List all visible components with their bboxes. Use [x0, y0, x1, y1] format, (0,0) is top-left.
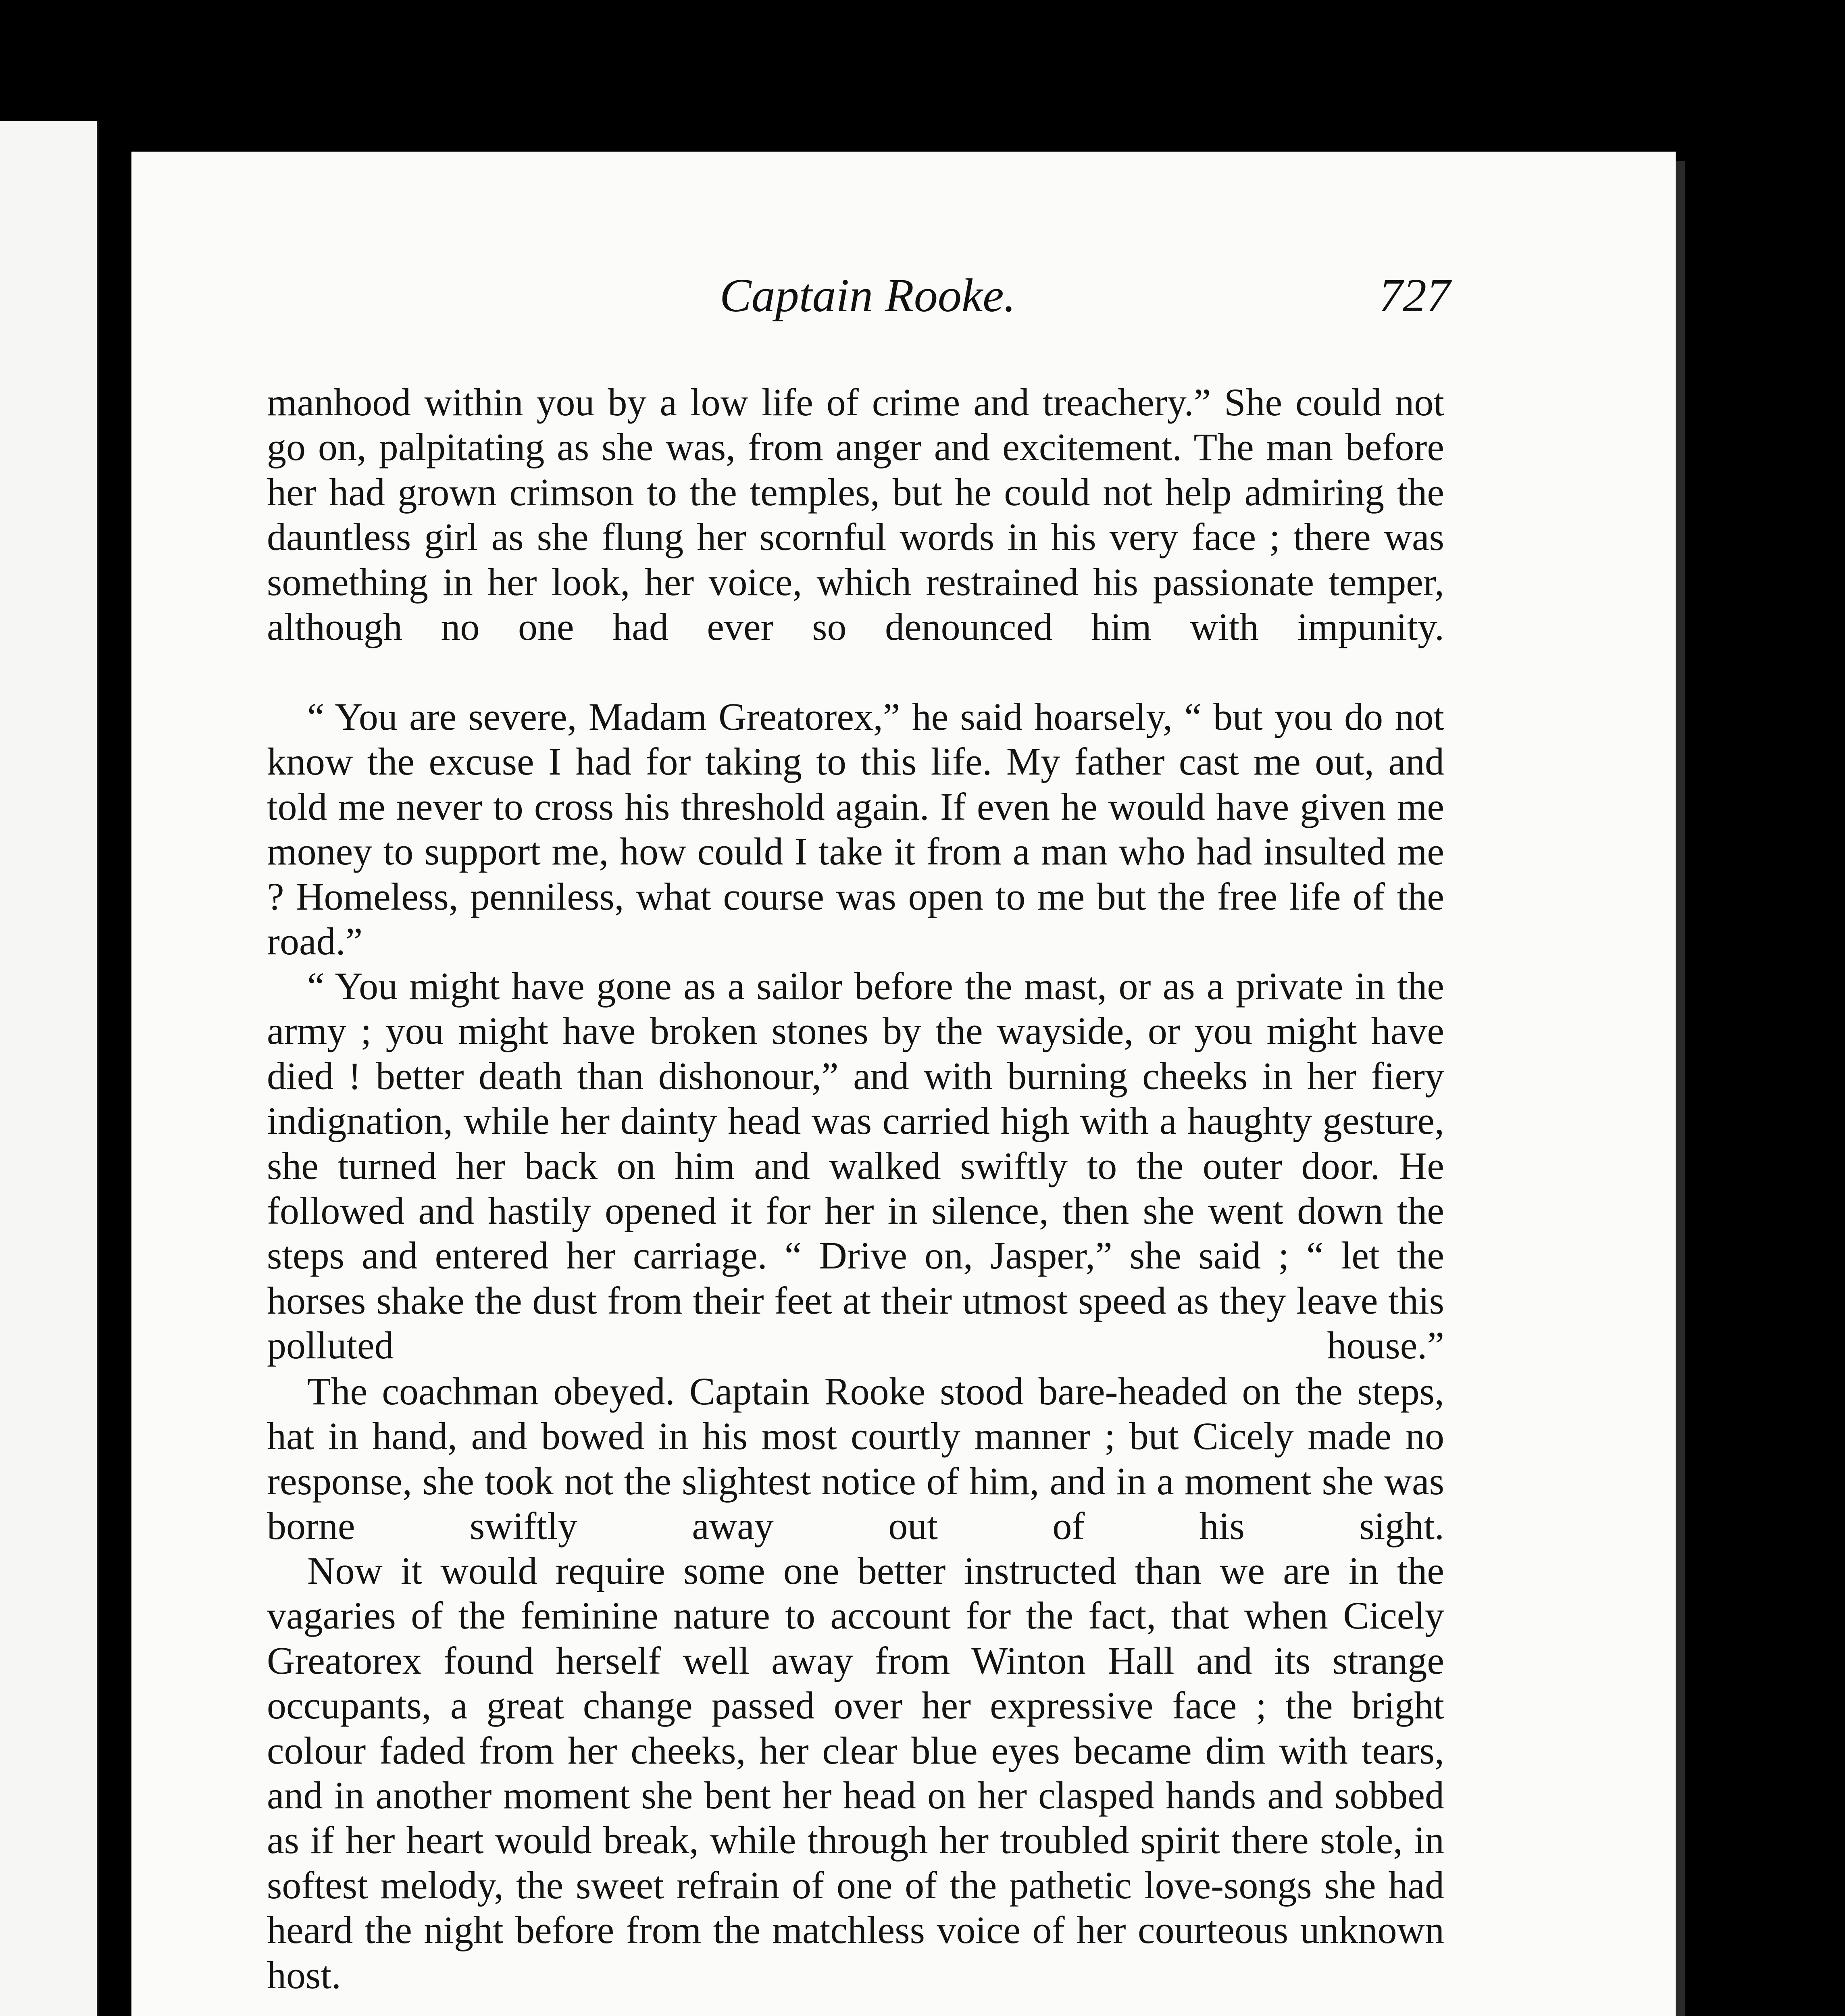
facing-page-edge [0, 121, 99, 2016]
page-number: 727 [1379, 269, 1450, 322]
page-edge-shadow [1676, 161, 1685, 2016]
paragraph-1: manhood within you by a low life of crime and treachery.” She could not go on, palpitating as she was, from anger and excitement. The man before her had grown crimson to the temples, but he could not help admiring the dauntless girl as she flung her scornful words in his very face ; there was something in her look, her voice, which restrained his passionate temper, although no one had ever so denounced him with impunity. [267, 381, 1444, 649]
paragraph-3: “ You might have gone as a sailor before the mast, or as a private in the army ; you might have broken stones by the wayside, or you might have died ! better death than dishonour,” and with burning cheeks in her fiery indignation, while her dainty head was carried high with a haughty gesture, she turned her back on him and walked swiftly to the outer door. He followed and hastily opened it for her in silence, then she went down the steps and entered her carriage. “ Drive on, Jasper,” she said ; “ let the horses shake the dust from their feet at their utmost speed as they leave this polluted house.” [267, 964, 1444, 1367]
paragraph-4: The coachman obeyed. Captain Rooke stood bare-headed on the steps, hat in hand, and bowed in his most courtly manner ; but Cicely made no response, she took not the slightest notice of him, and in a moment she was borne swiftly away out of his sight. [267, 1370, 1444, 1548]
paragraph-2: “ You are severe, Madam Greatorex,” he said hoarsely, “ but you do not know the excuse I had for taking to this life. My father cast me out, and told me never to cross his threshold again. If even he would have given me money to support me, how could I take it from a man who had insulted me ? Homeless, penniless, what course was open to me but the free life of the road.” [267, 695, 1444, 963]
running-head-title: Captain Rooke. [720, 269, 1016, 322]
paragraph-5: Now it would require some one better instructed than we are in the vagaries of the feminine nature to account for the fact, that when Cicely Greatorex found herself well away from Winton Hall and its strange occupants, a great change passed over her expressive face ; the bright colour faded from her cheeks, her clear blue eyes became dim with tears, and in another moment she bent her head on her clasped hands and sobbed as if her heart would break, while through her troubled spirit there stole, in softest melody, the sweet refrain of one of the pathetic love-songs she had heard the night before from the matchless voice of her courteous unknown host. [267, 1549, 1444, 1997]
